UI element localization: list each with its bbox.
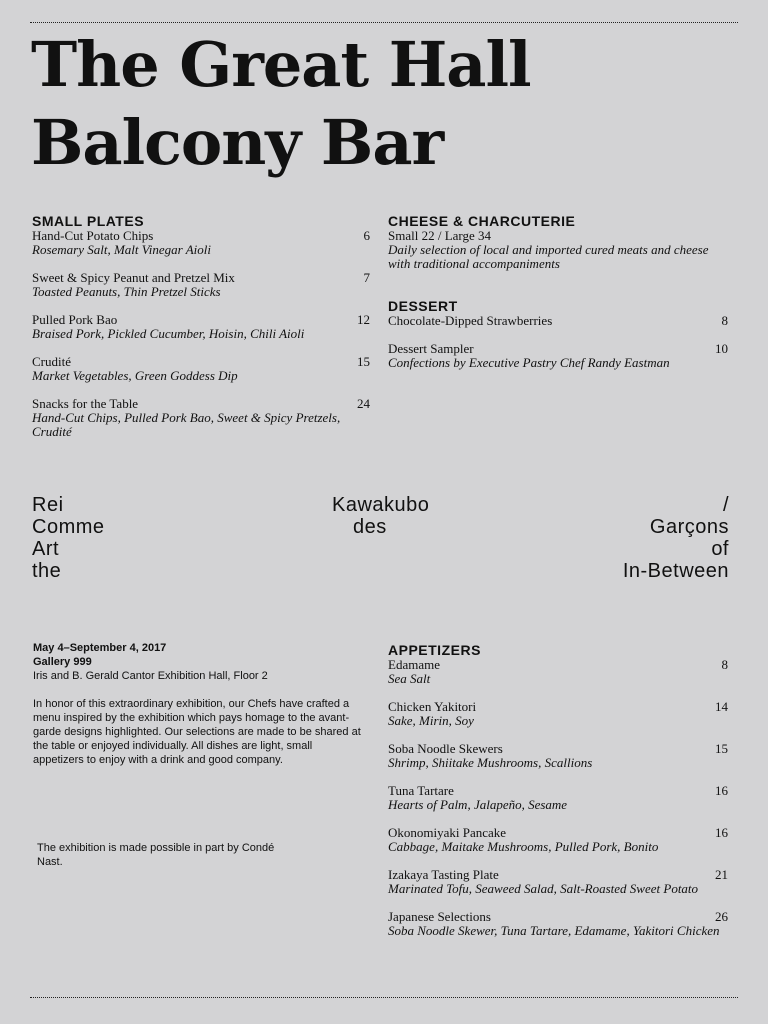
item-name: Sweet & Spicy Peanut and Pretzel Mix: [32, 270, 235, 285]
exhibition-title-word: Art: [32, 538, 60, 560]
menu-item-list: [32, 229, 370, 439]
item-description: Sake, Mirin, Soy: [388, 713, 474, 728]
item-description: Hearts of Palm, Jalapeño, Sesame: [388, 797, 568, 812]
exhibition-title-word: the: [32, 560, 62, 582]
exhibition-title-word: Kawakubo: [332, 494, 430, 516]
exhibition-title-word: In-Between: [622, 560, 729, 582]
title-line-2: Balcony Bar: [31, 106, 444, 179]
menu-item: [388, 229, 728, 271]
menu-item: [32, 397, 370, 439]
menu-item-list: [388, 658, 728, 938]
item-price: 12: [357, 312, 370, 327]
item-name: Japanese Selections: [388, 909, 491, 924]
section-heading: DESSERT: [388, 298, 458, 314]
bottom-dotted-rule: [30, 997, 738, 998]
item-price: 6: [363, 228, 370, 243]
exhibition-title: [32, 494, 729, 582]
item-name: Pulled Pork Bao: [32, 312, 118, 327]
item-price: 16: [715, 825, 728, 840]
small-plates-section: [32, 213, 370, 453]
exhibition-title-word: Comme: [32, 516, 105, 538]
item-name: Crudité: [32, 354, 71, 369]
exhibition-title-word: of: [711, 538, 729, 560]
item-price: 7: [363, 270, 370, 285]
menu-item: [32, 313, 370, 341]
item-price: 14: [715, 699, 728, 714]
menu-item: [388, 314, 728, 328]
item-description: Braised Pork, Pickled Cucumber, Hoisin, Chili Aioli: [32, 326, 305, 341]
item-name: Soba Noodle Skewers: [388, 741, 503, 756]
menu-item: [32, 271, 370, 299]
item-price: 15: [357, 354, 370, 369]
menu-item: [32, 229, 370, 257]
item-description: Rosemary Salt, Malt Vinegar Aioli: [32, 242, 211, 257]
item-price: 26: [715, 909, 728, 924]
menu-item: [388, 826, 728, 854]
section-heading: CHEESE & CHARCUTERIE: [388, 213, 576, 229]
item-price: 10: [715, 341, 728, 356]
item-description: Cabbage, Maitake Mushrooms, Pulled Pork, Bonito: [388, 839, 659, 854]
section-heading: APPETIZERS: [388, 642, 481, 658]
menu-item: [388, 784, 728, 812]
exhibition-dates: May 4–September 4, 2017: [33, 642, 167, 654]
item-description: Soba Noodle Skewer, Tuna Tartare, Edamame, Yakitori Chicken: [388, 923, 720, 938]
menu-item: [388, 868, 728, 896]
item-description: Daily selection of local and imported cured meats and cheese with traditional accompaniments: [388, 242, 709, 271]
title-line-1: The Great Hall: [31, 28, 531, 101]
item-name: Hand-Cut Potato Chips: [32, 228, 154, 243]
top-dotted-rule: [30, 22, 738, 23]
item-description: Market Vegetables, Green Goddess Dip: [32, 368, 238, 383]
item-name: Izakaya Tasting Plate: [388, 867, 499, 882]
exhibition-title-word: des: [353, 516, 387, 538]
menu-item: [388, 342, 728, 370]
item-description: Marinated Tofu, Seaweed Salad, Salt-Roasted Sweet Potato: [388, 881, 699, 896]
menu-item: [388, 700, 728, 728]
menu-item: [32, 355, 370, 383]
sponsor-credit: The exhibition is made possible in part by Condé Nast.: [37, 842, 275, 868]
cheese-charcuterie-section: [388, 213, 728, 285]
item-price: 15: [715, 741, 728, 756]
dessert-section: [388, 298, 728, 384]
item-description: Shrimp, Shiitake Mushrooms, Scallions: [388, 755, 593, 770]
item-name: Dessert Sampler: [388, 341, 474, 356]
exhibition-title-word: /: [722, 494, 729, 516]
item-name: Snacks for the Table: [32, 396, 139, 411]
menu-item: [388, 742, 728, 770]
exhibition-title-word: Garçons: [649, 516, 729, 538]
item-description: Sea Salt: [388, 671, 431, 686]
exhibition-title-word: Rei: [32, 494, 64, 516]
menu-item: [388, 658, 728, 686]
item-name: Small 22 / Large 34: [388, 228, 492, 243]
item-price: 8: [721, 313, 728, 328]
item-price: 21: [715, 867, 728, 882]
section-heading: SMALL PLATES: [32, 213, 145, 229]
item-price: 8: [721, 657, 728, 672]
item-price: 16: [715, 783, 728, 798]
item-price: 24: [357, 396, 370, 411]
menu-title: [31, 26, 731, 182]
item-description: Hand-Cut Chips, Pulled Pork Bao, Sweet & Spicy Pretzels, Crudité: [32, 410, 341, 439]
menu-item: [388, 910, 728, 938]
item-name: Chicken Yakitori: [388, 699, 477, 714]
item-name: Tuna Tartare: [388, 783, 454, 798]
item-name: Okonomiyaki Pancake: [388, 825, 507, 840]
item-name: Edamame: [388, 657, 440, 672]
item-name: Chocolate-Dipped Strawberries: [388, 313, 553, 328]
menu-about-text: In honor of this extraordinary exhibition, our Chefs have crafted a menu inspired by the exhibition which pays homage to the avant-garde designs highlighted. Our selections are made to be shared at the table or enjoyed individually. All dishes are light, small appetizers to enjoy with a drink and good company.: [33, 698, 361, 766]
exhibition-info: [33, 641, 363, 767]
exhibition-location: Iris and B. Gerald Cantor Exhibition Hall, Floor 2: [33, 670, 268, 682]
appetizers-section: [388, 642, 728, 952]
item-description: Toasted Peanuts, Thin Pretzel Sticks: [32, 284, 221, 299]
item-description: Confections by Executive Pastry Chef Randy Eastman: [388, 355, 670, 370]
gallery-number: Gallery 999: [33, 656, 92, 668]
